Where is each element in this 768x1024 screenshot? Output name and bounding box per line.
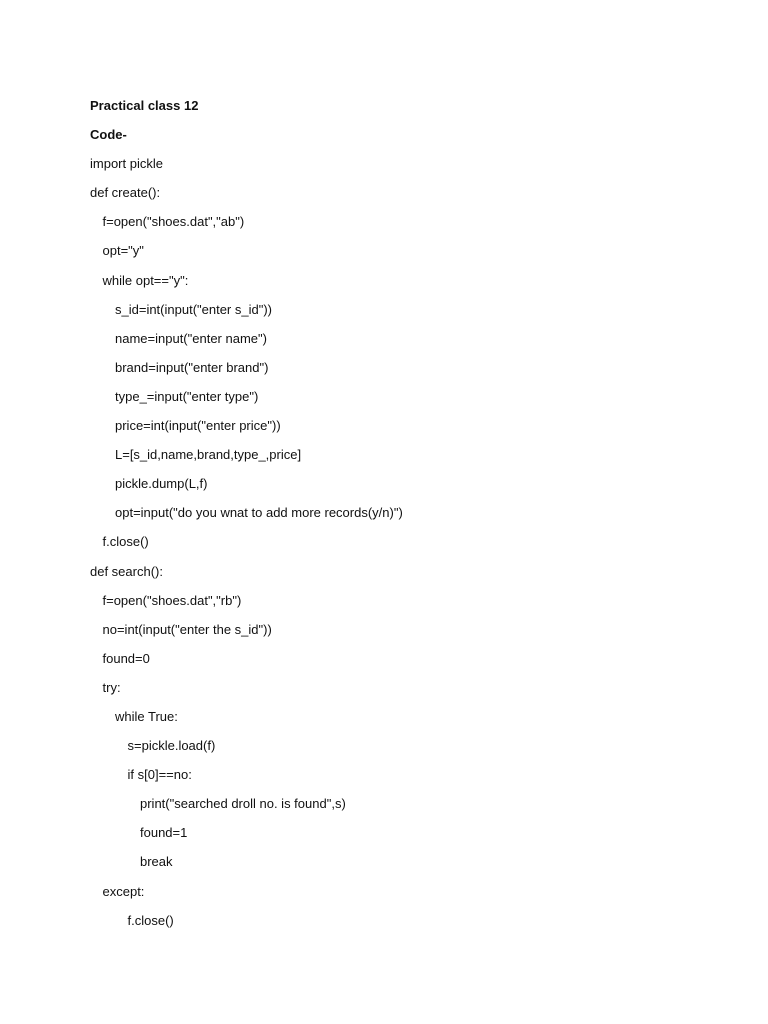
code-line: except: — [102, 883, 145, 899]
code-line: f=open("shoes.dat","rb") — [102, 592, 242, 608]
code-line: break — [140, 854, 173, 870]
code-line: try: — [102, 679, 121, 695]
code-line: while True: — [115, 708, 178, 724]
code-line: opt="y" — [102, 243, 144, 259]
code-line: def create(): — [90, 185, 161, 201]
code-line: found=1 — [140, 825, 188, 841]
code-line: f.close() — [102, 534, 149, 550]
code-line: while opt=="y": — [102, 272, 189, 288]
code-line: s=pickle.load(f) — [127, 738, 216, 754]
document-body — [90, 91, 730, 935]
code-line: name=input("enter name") — [115, 330, 267, 346]
code-line: L=[s_id,name,brand,type_,price] — [115, 447, 302, 463]
code-line: brand=input("enter brand") — [115, 359, 269, 375]
code-line: found=0 — [102, 650, 150, 666]
code-line: f=open("shoes.dat","ab") — [102, 214, 245, 230]
code-line: opt=input("do you wnat to add more records(y/n)") — [115, 505, 403, 521]
code-line: no=int(input("enter the s_id")) — [102, 621, 272, 637]
code-line: type_=input("enter type") — [115, 388, 259, 404]
code-line: f.close() — [127, 912, 174, 928]
code-line: if s[0]==no: — [127, 767, 192, 783]
code-line: def search(): — [90, 563, 163, 579]
document-title: Practical class 12 — [90, 98, 199, 113]
code-line: s_id=int(input("enter s_id")) — [115, 301, 272, 317]
code-line: print("searched droll no. is found",s) — [140, 796, 346, 812]
code-label: Code- — [90, 127, 127, 143]
code-line: price=int(input("enter price")) — [115, 418, 281, 434]
code-line: import pickle — [90, 156, 163, 172]
code-line: pickle.dump(L,f) — [115, 476, 208, 492]
